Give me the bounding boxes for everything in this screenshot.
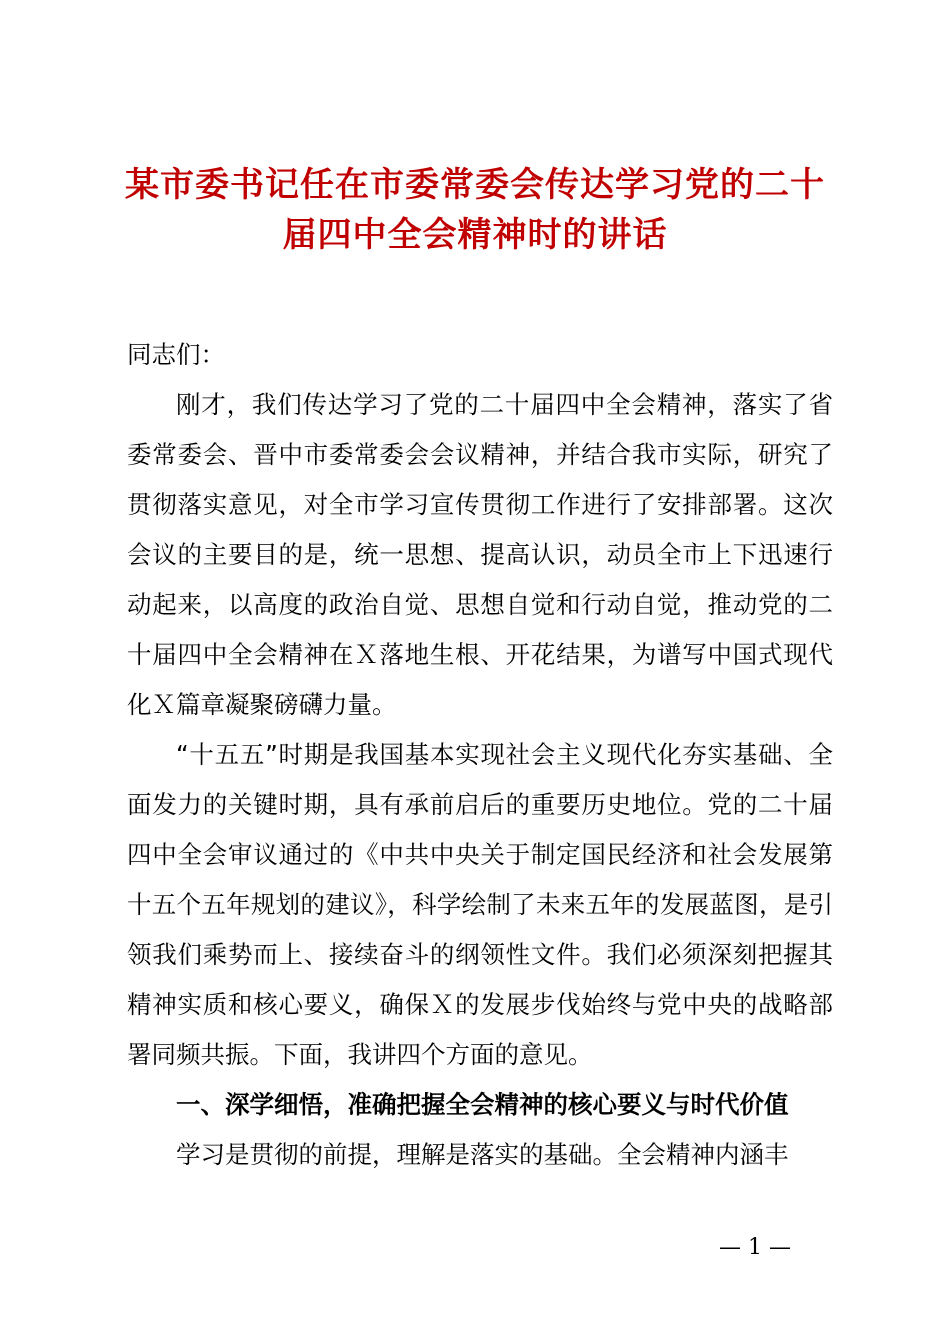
greeting: 同志们： bbox=[127, 340, 225, 369]
title-line-1: 某市委书记任在市委常委会传达学习党的二十 bbox=[125, 165, 825, 205]
paragraph-1: 刚才，我们传达学习了党的二十届四中全会精神，落实了省委常委会、晋中市委常委会会议精神，并结合我市实际，研究了贯彻落实意见，对全市学习宣传贯彻工作进行了安排部署。这次会议的主要目的是，统一思想、提高认识，动员全市上下迅速行动起来，以高度的政治自觉、思想自觉和行动自觉，推动党的二十届四中全会精神在Ｘ落地生根、开花结果，为谱写中国式现代化Ｘ篇章凝聚磅礴力量。 bbox=[127, 390, 833, 719]
paragraph-3: 学习是贯彻的前提，理解是落实的基础。全会精神内涵丰 bbox=[176, 1140, 789, 1169]
document-title bbox=[110, 160, 840, 260]
section-heading-1: 一、深学细悟，准确把握全会精神的核心要义与时代价值 bbox=[176, 1090, 789, 1119]
page-number: — 1 — bbox=[719, 1235, 791, 1260]
paragraph-2: “十五五”时期是我国基本实现社会主义现代化夯实基础、全面发力的关键时期，具有承前启后的重要历史地位。党的二十届四中全会审议通过的《中共中央关于制定国民经济和社会发展第十五个五年规划的建议》，科学绘制了未来五年的发展蓝图，是引领我们乘势而上、接续奋斗的纲领性文件。我们必须深刻把握其精神实质和核心要义，确保Ｘ的发展步伐始终与党中央的战略部署同频共振。下面，我讲四个方面的意见。 bbox=[127, 740, 833, 1069]
document-body bbox=[127, 330, 833, 1180]
title-line-2: 届四中全会精神时的讲话 bbox=[282, 215, 668, 255]
